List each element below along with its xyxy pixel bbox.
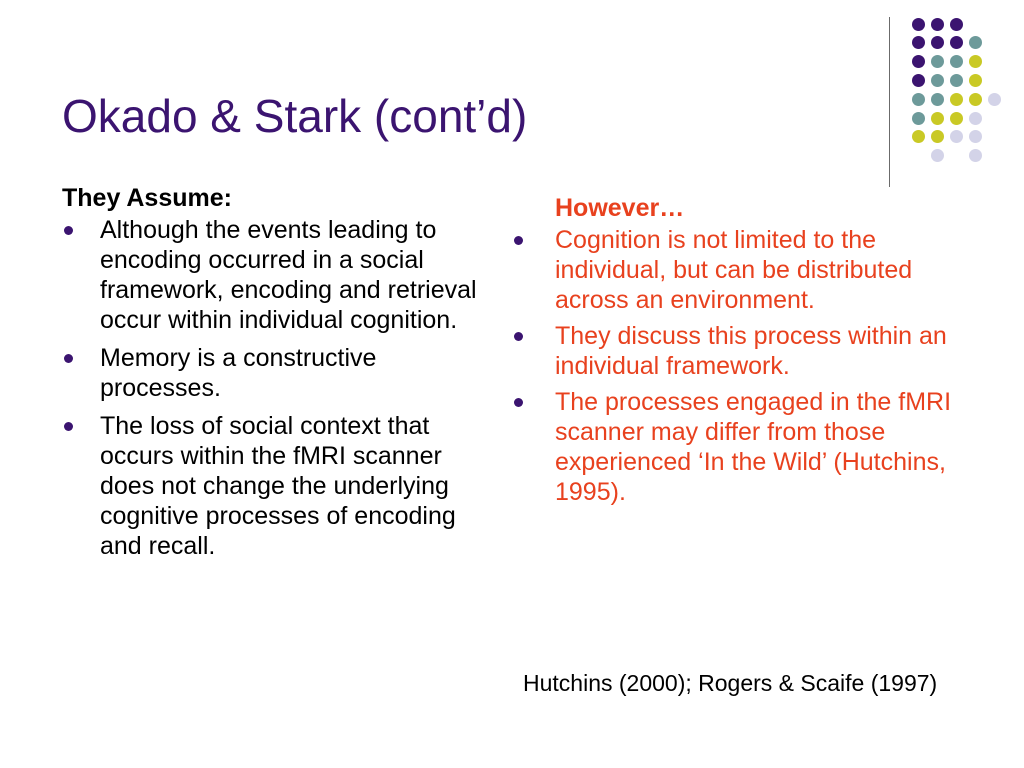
right-bullet-text: Cognition is not limited to the individual, but can be distributed across an environment. [555,226,913,314]
decor-dot [912,36,925,49]
right-heading: However… [555,194,685,222]
decor-dot [969,112,982,125]
bullet-icon [64,354,73,363]
left-bullet-item [62,215,502,335]
bullet-icon [514,398,523,407]
decor-dot [969,36,982,49]
decor-dot [912,112,925,125]
left-bullet-item [62,343,502,403]
decor-dot [950,130,963,143]
decor-dot [988,93,1001,106]
decor-dot [969,130,982,143]
decor-dot [912,74,925,87]
decor-dot [969,149,982,162]
decor-dot [950,36,963,49]
decor-dot [950,55,963,68]
decor-dot [931,55,944,68]
left-bullet-text: Memory is a constructive processes. [100,344,377,402]
right-bullet-text: They discuss this process within an individual framework. [555,322,947,380]
decor-dot [912,93,925,106]
decor-dot [950,93,963,106]
decor-dot [950,18,963,31]
right-bullet-list [506,225,986,507]
right-bullet-item [506,225,986,315]
citation-text: Hutchins (2000); Rogers & Scaife (1997) [523,670,938,696]
decor-dot [912,130,925,143]
right-bullet-text: The processes engaged in the fMRI scanner may differ from those experienced ‘In the Wild’ (Hutchins, 1995). [555,388,952,506]
decor-dot [912,18,925,31]
decor-dot [931,36,944,49]
decor-dot [931,74,944,87]
decor-dot [969,93,982,106]
right-bullet-item [506,387,986,507]
left-heading: They Assume: [62,184,232,212]
left-bullet-text: The loss of social context that occurs within the fMRI scanner does not change the underlying cognitive processes of encoding and recall. [100,412,456,560]
bullet-icon [514,332,523,341]
slide-title: Okado & Stark (cont’d) [62,90,528,142]
decor-dot [931,112,944,125]
bullet-icon [64,226,73,235]
bullet-icon [514,236,523,245]
decor-dot [931,149,944,162]
decor-dot [931,130,944,143]
decor-dot [969,74,982,87]
right-bullet-item [506,321,986,381]
decor-dot [950,74,963,87]
vertical-divider [889,17,890,187]
left-column [62,183,502,569]
decor-dot [950,112,963,125]
decor-dot [912,55,925,68]
left-bullet-item [62,411,502,561]
left-bullet-list [62,215,502,561]
decor-dot [931,93,944,106]
right-column [506,193,986,513]
decor-dot [969,55,982,68]
left-bullet-text: Although the events leading to encoding occurred in a social framework, encoding and retrieval occur within individual cognition. [100,216,477,334]
bullet-icon [64,422,73,431]
decor-dot [931,18,944,31]
